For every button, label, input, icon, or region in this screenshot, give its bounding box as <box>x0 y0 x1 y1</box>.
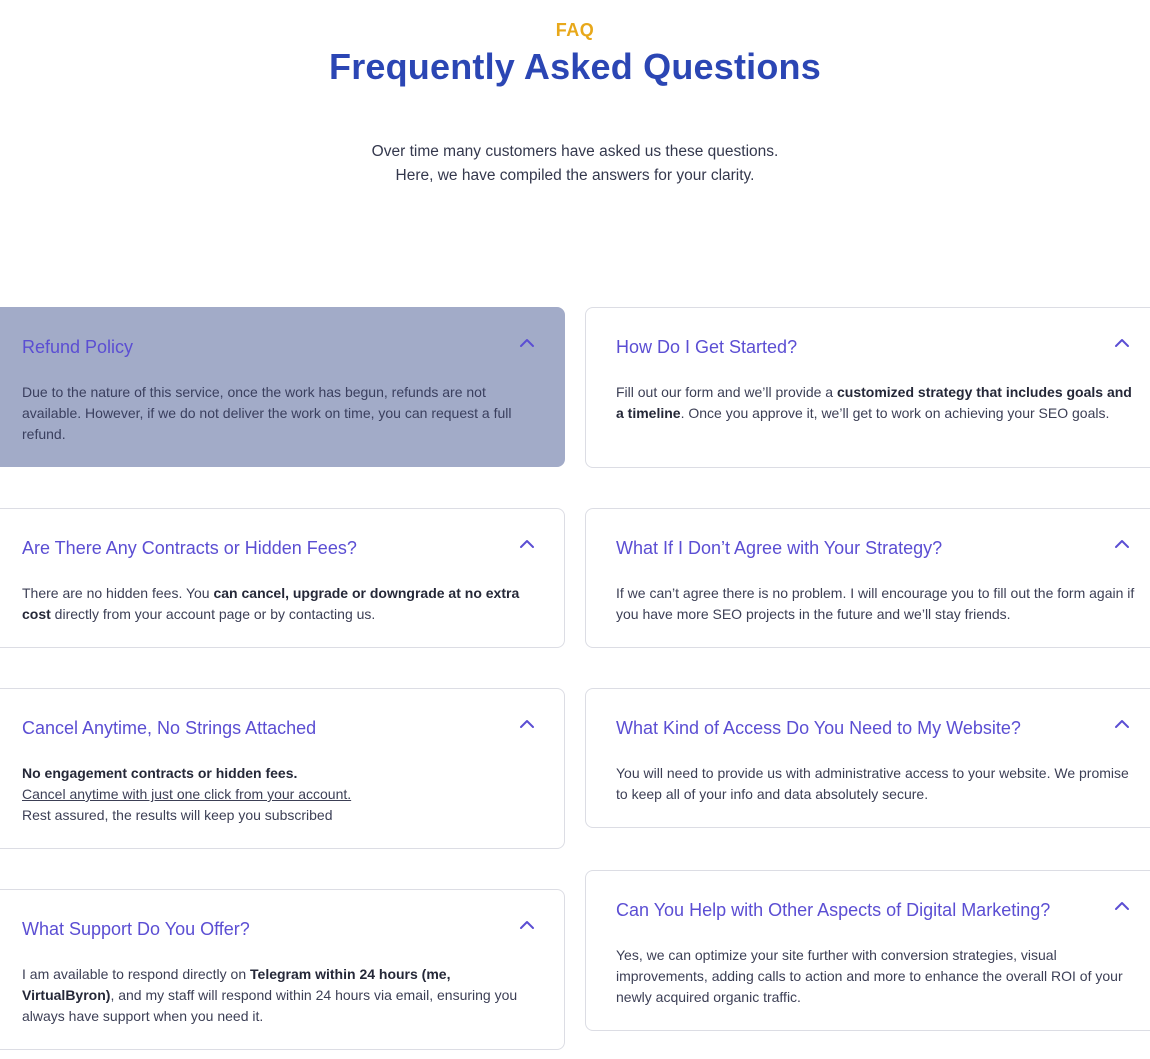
faq-question[interactable]: What If I Don’t Agree with Your Strategy? <box>616 538 943 558</box>
faq-question[interactable]: Refund Policy <box>22 337 134 357</box>
chevron-up-icon[interactable] <box>1113 899 1131 913</box>
faq-eyebrow: FAQ <box>555 20 595 40</box>
faq-question[interactable]: What Kind of Access Do You Need to My Website? <box>616 718 1021 738</box>
chevron-up-icon[interactable] <box>1113 537 1131 551</box>
chevron-up-icon[interactable] <box>518 717 536 731</box>
page-subtitle <box>0 140 1150 188</box>
faq-item-digital-marketing[interactable] <box>585 870 1150 1031</box>
answer-text: directly from your account page or by contacting us. <box>50 606 376 622</box>
chevron-up-icon[interactable] <box>518 537 536 551</box>
faq-answer: Due to the nature of this service, once the work has begun, refunds are not available. However, if we do not deliver the work on time, you can request a full refund. <box>22 384 512 442</box>
page-title: Frequently Asked Questions <box>329 46 821 87</box>
faq-item-disagree-strategy[interactable] <box>585 508 1150 648</box>
faq-question[interactable]: Are There Any Contracts or Hidden Fees? <box>22 538 357 558</box>
chevron-up-icon[interactable] <box>518 336 536 350</box>
answer-emphasis: Telegram within 24 hours (me, VirtualByron) <box>22 966 451 1003</box>
answer-text: Fill out our form and we’ll provide a <box>616 384 837 400</box>
answer-emphasis: No engagement contracts or hidden fees. <box>22 765 298 781</box>
subtitle-line-2: Here, we have compiled the answers for your clarity. <box>395 167 755 184</box>
answer-text: I am available to respond directly on <box>22 966 251 982</box>
faq-item-contracts-hidden-fees[interactable] <box>0 508 565 648</box>
faq-question[interactable]: Can You Help with Other Aspects of Digital Marketing? <box>616 900 1051 920</box>
faq-item-get-started[interactable] <box>585 307 1150 468</box>
faq-answer <box>22 583 542 625</box>
faq-item-support[interactable] <box>0 889 565 1050</box>
faq-answer: You will need to provide us with administrative access to your website. We promise to keep all of your info and data absolutely secure. <box>616 765 1129 802</box>
faq-question[interactable]: Cancel Anytime, No Strings Attached <box>22 718 317 738</box>
faq-answer: Yes, we can optimize your site further with conversion strategies, visual improvements, adding calls to action and more to enhance the overall ROI of your newly acquired organic traffic. <box>616 947 1123 1005</box>
faq-item-website-access[interactable] <box>585 688 1150 828</box>
chevron-up-icon[interactable] <box>518 918 536 932</box>
faq-question[interactable]: What Support Do You Offer? <box>22 919 250 939</box>
answer-text: Rest assured, the results will keep you subscribed <box>22 807 333 823</box>
subtitle-line-1: Over time many customers have asked us these questions. <box>371 143 779 160</box>
answer-text: There are no hidden fees. You <box>22 585 214 601</box>
chevron-up-icon[interactable] <box>1113 717 1131 731</box>
faq-item-refund-policy[interactable] <box>0 307 565 467</box>
answer-link[interactable]: Cancel anytime with just one click from your account. <box>22 786 352 802</box>
answer-text: , and my staff will respond within 24 hours via email, ensuring you always have support when you need it. <box>22 987 518 1024</box>
faq-answer <box>616 382 1140 424</box>
faq-answer <box>22 763 542 826</box>
answer-emphasis: can cancel, upgrade or downgrade at no extra cost <box>22 585 520 622</box>
answer-text: . Once you approve it, we’ll get to work on achieving your SEO goals. <box>680 405 1110 421</box>
answer-emphasis: customized strategy that includes goals and a timeline <box>616 384 1132 421</box>
faq-question[interactable]: How Do I Get Started? <box>616 337 798 357</box>
faq-answer <box>22 964 542 1027</box>
faq-item-cancel-anytime[interactable] <box>0 688 565 849</box>
faq-answer: If we can’t agree there is no problem. I will encourage you to fill out the form again if you have more SEO projects in the future and we’ll stay friends. <box>616 585 1135 622</box>
chevron-up-icon[interactable] <box>1113 336 1131 350</box>
